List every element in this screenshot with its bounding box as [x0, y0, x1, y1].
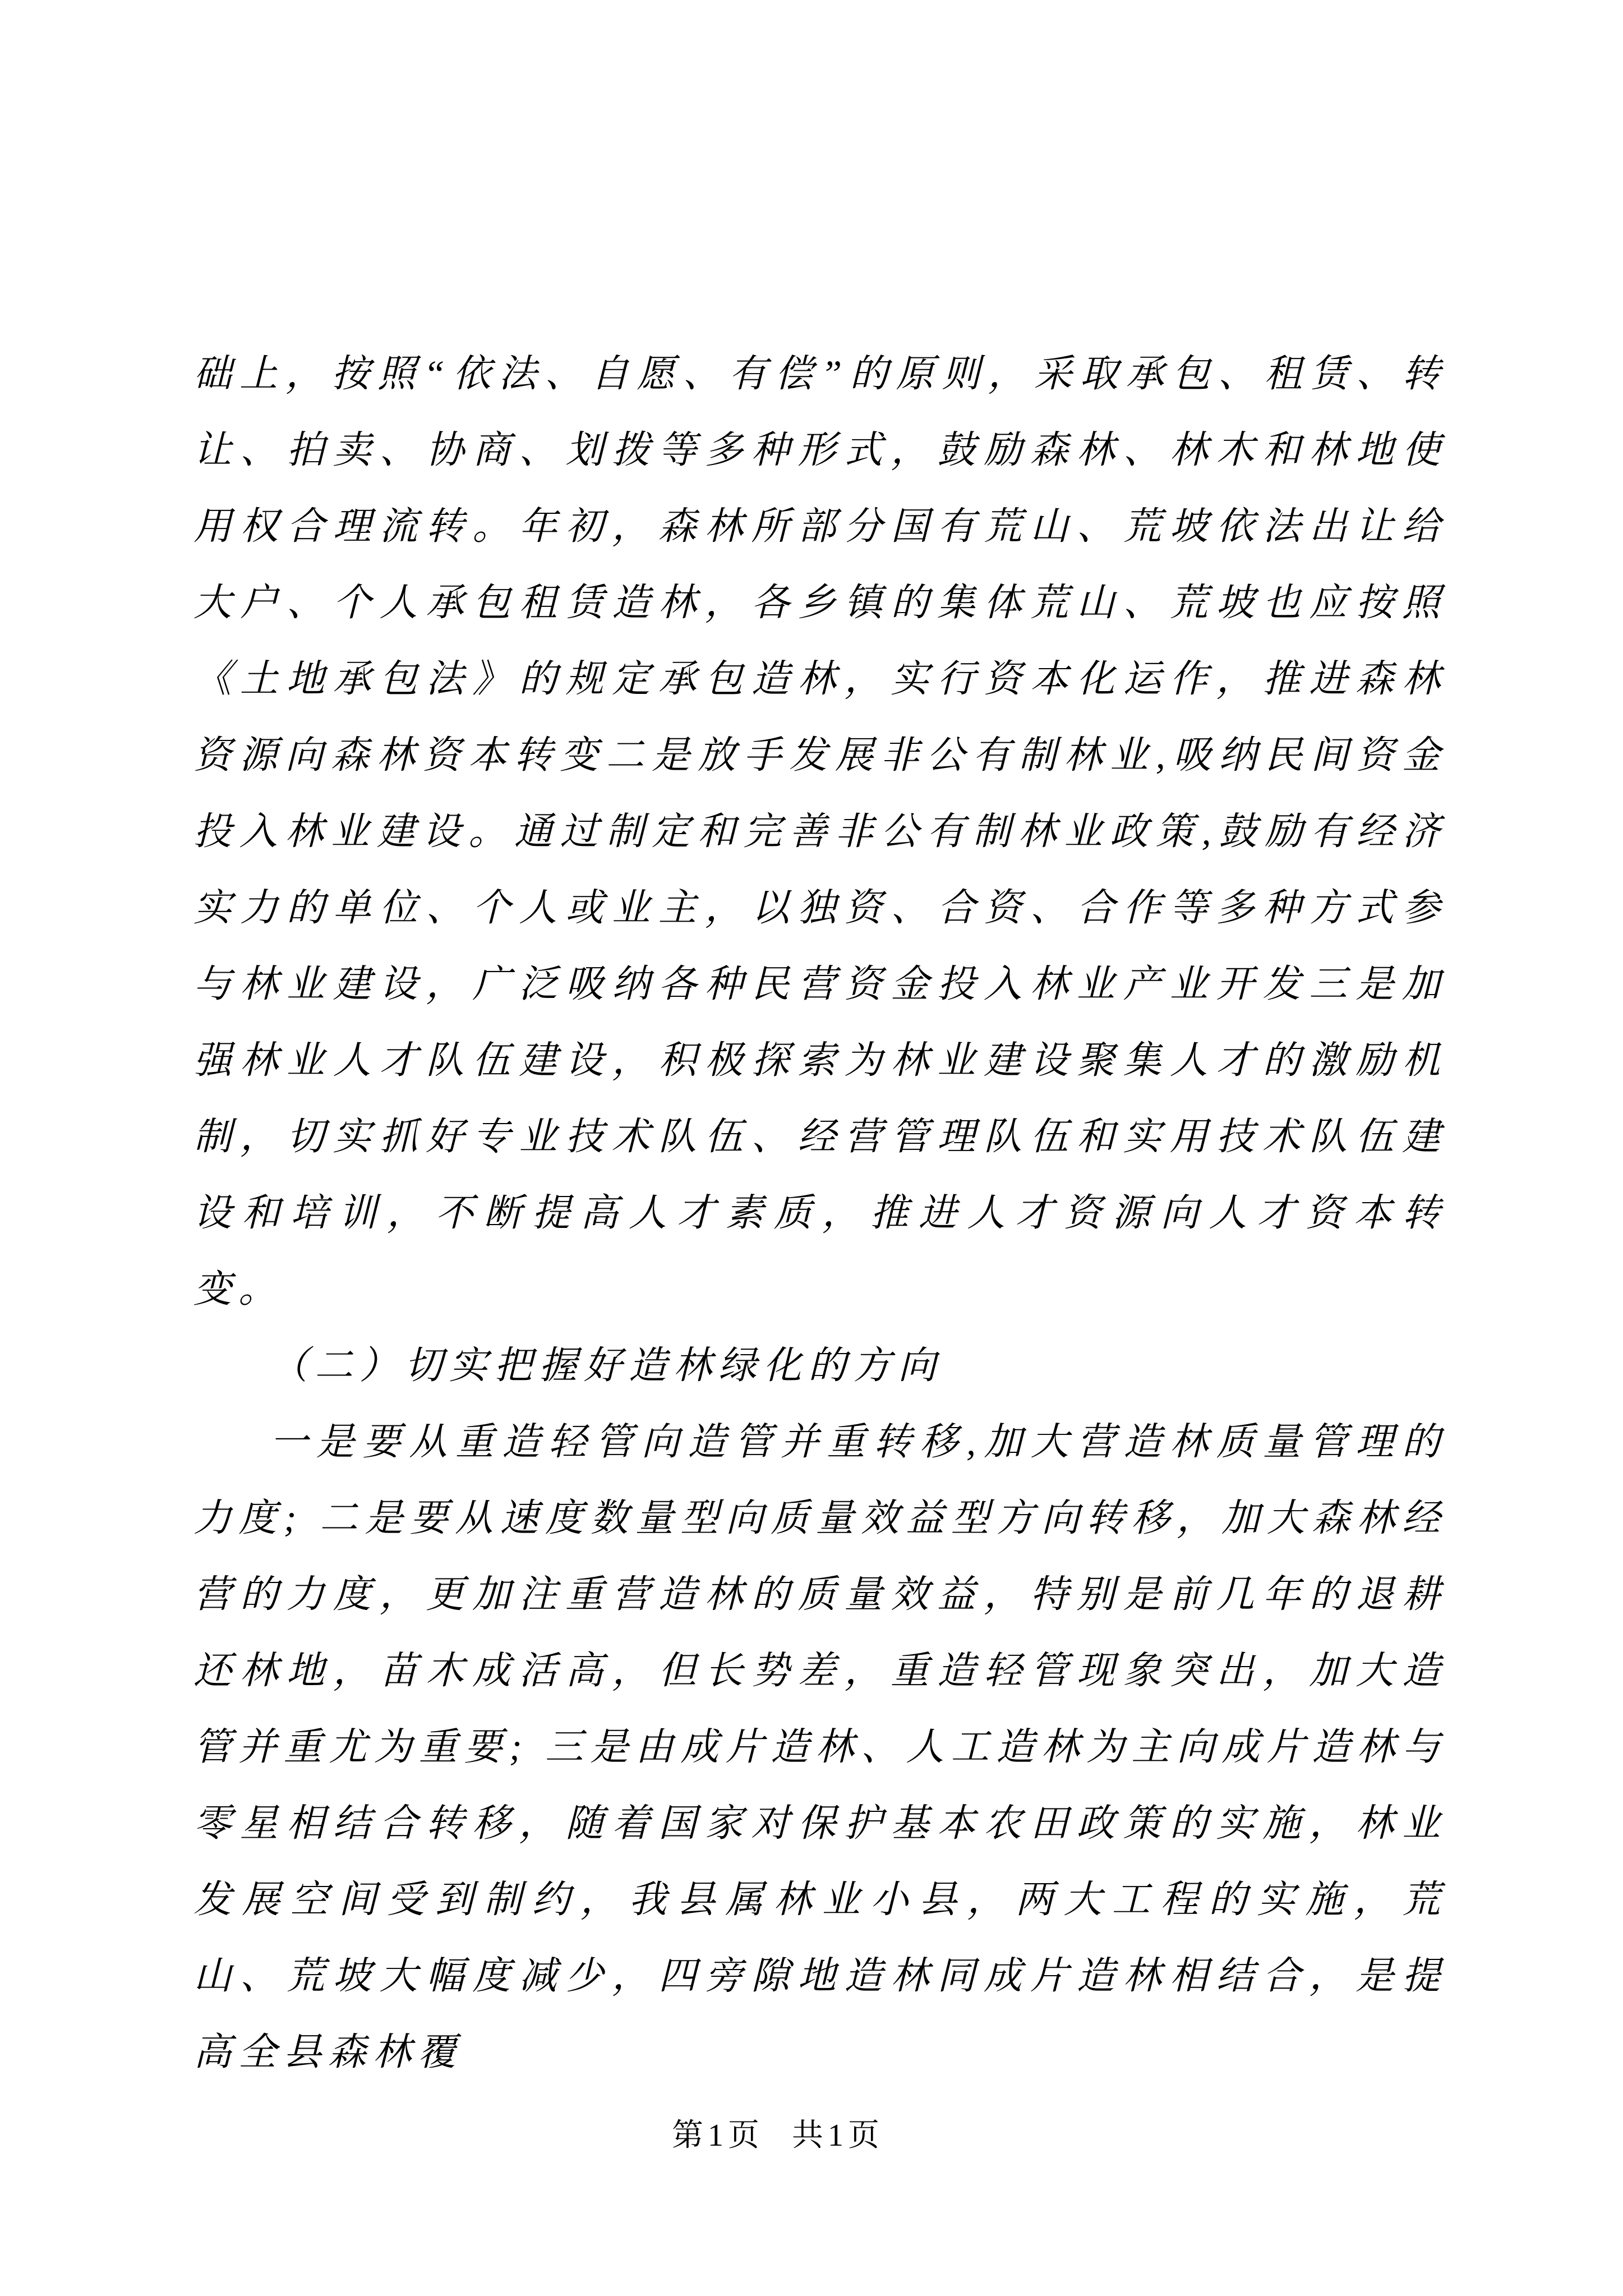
page-number-footer: 第1页 共1页 — [672, 2118, 884, 2153]
page-content — [193, 335, 1447, 2090]
section-heading-paragraph: （二）切实把握好造林绿化的方向 — [270, 1344, 943, 1387]
body-paragraph: 一是要从重造轻管向造管并重转移,加大营造林质量管理的力度; 二是要从速度数量型向质量效益型方向转移，加大森林经营的力度，更加注重营造林的质量效益，特别是前几年的退耕还林地，苗木成活高，但长势差，重造轻管现象突出，加大造管并重尤为重要; 三是由成片造林、人工造林为主向成片造林与零星相结合转移，随着国家对保护基本农田政策的实施，林业发展空间受到制约，我县属林业小县，两大工程的实施，荒山、荒坡大幅度减少，四旁隙地造林同成片造林相结合，是提高全县森林覆 — [193, 1420, 1447, 2073]
body-paragraph-continuation: 础上，按照“依法、自愿、有偿”的原则，采取承包、租赁、转让、拍卖、协商、划拨等多种形式，鼓励森林、林木和林地使用权合理流转。年初，森林所部分国有荒山、荒坡依法出让给大户、个人承包租赁造林，各乡镇的集体荒山、荒坡也应按照《土地承包法》的规定承包造林，实行资本化运作，推进森林资源向森林资本转变二是放手发展非公有制林业,吸纳民间资金投入林业建设。通过制定和完善非公有制林业政策,鼓励有经济实力的单位、个人或业主，以独资、合资、合作等多种方式参与林业建设，广泛吸纳各种民营资金投入林业产业开发三是加强林业人才队伍建设，积极探索为林业建设聚集人才的激励机制，切实抓好专业技术队伍、经营管理队伍和实用技术队伍建设和培训，不断提高人才素质，推进人才资源向人才资本转变。 — [193, 352, 1447, 1310]
